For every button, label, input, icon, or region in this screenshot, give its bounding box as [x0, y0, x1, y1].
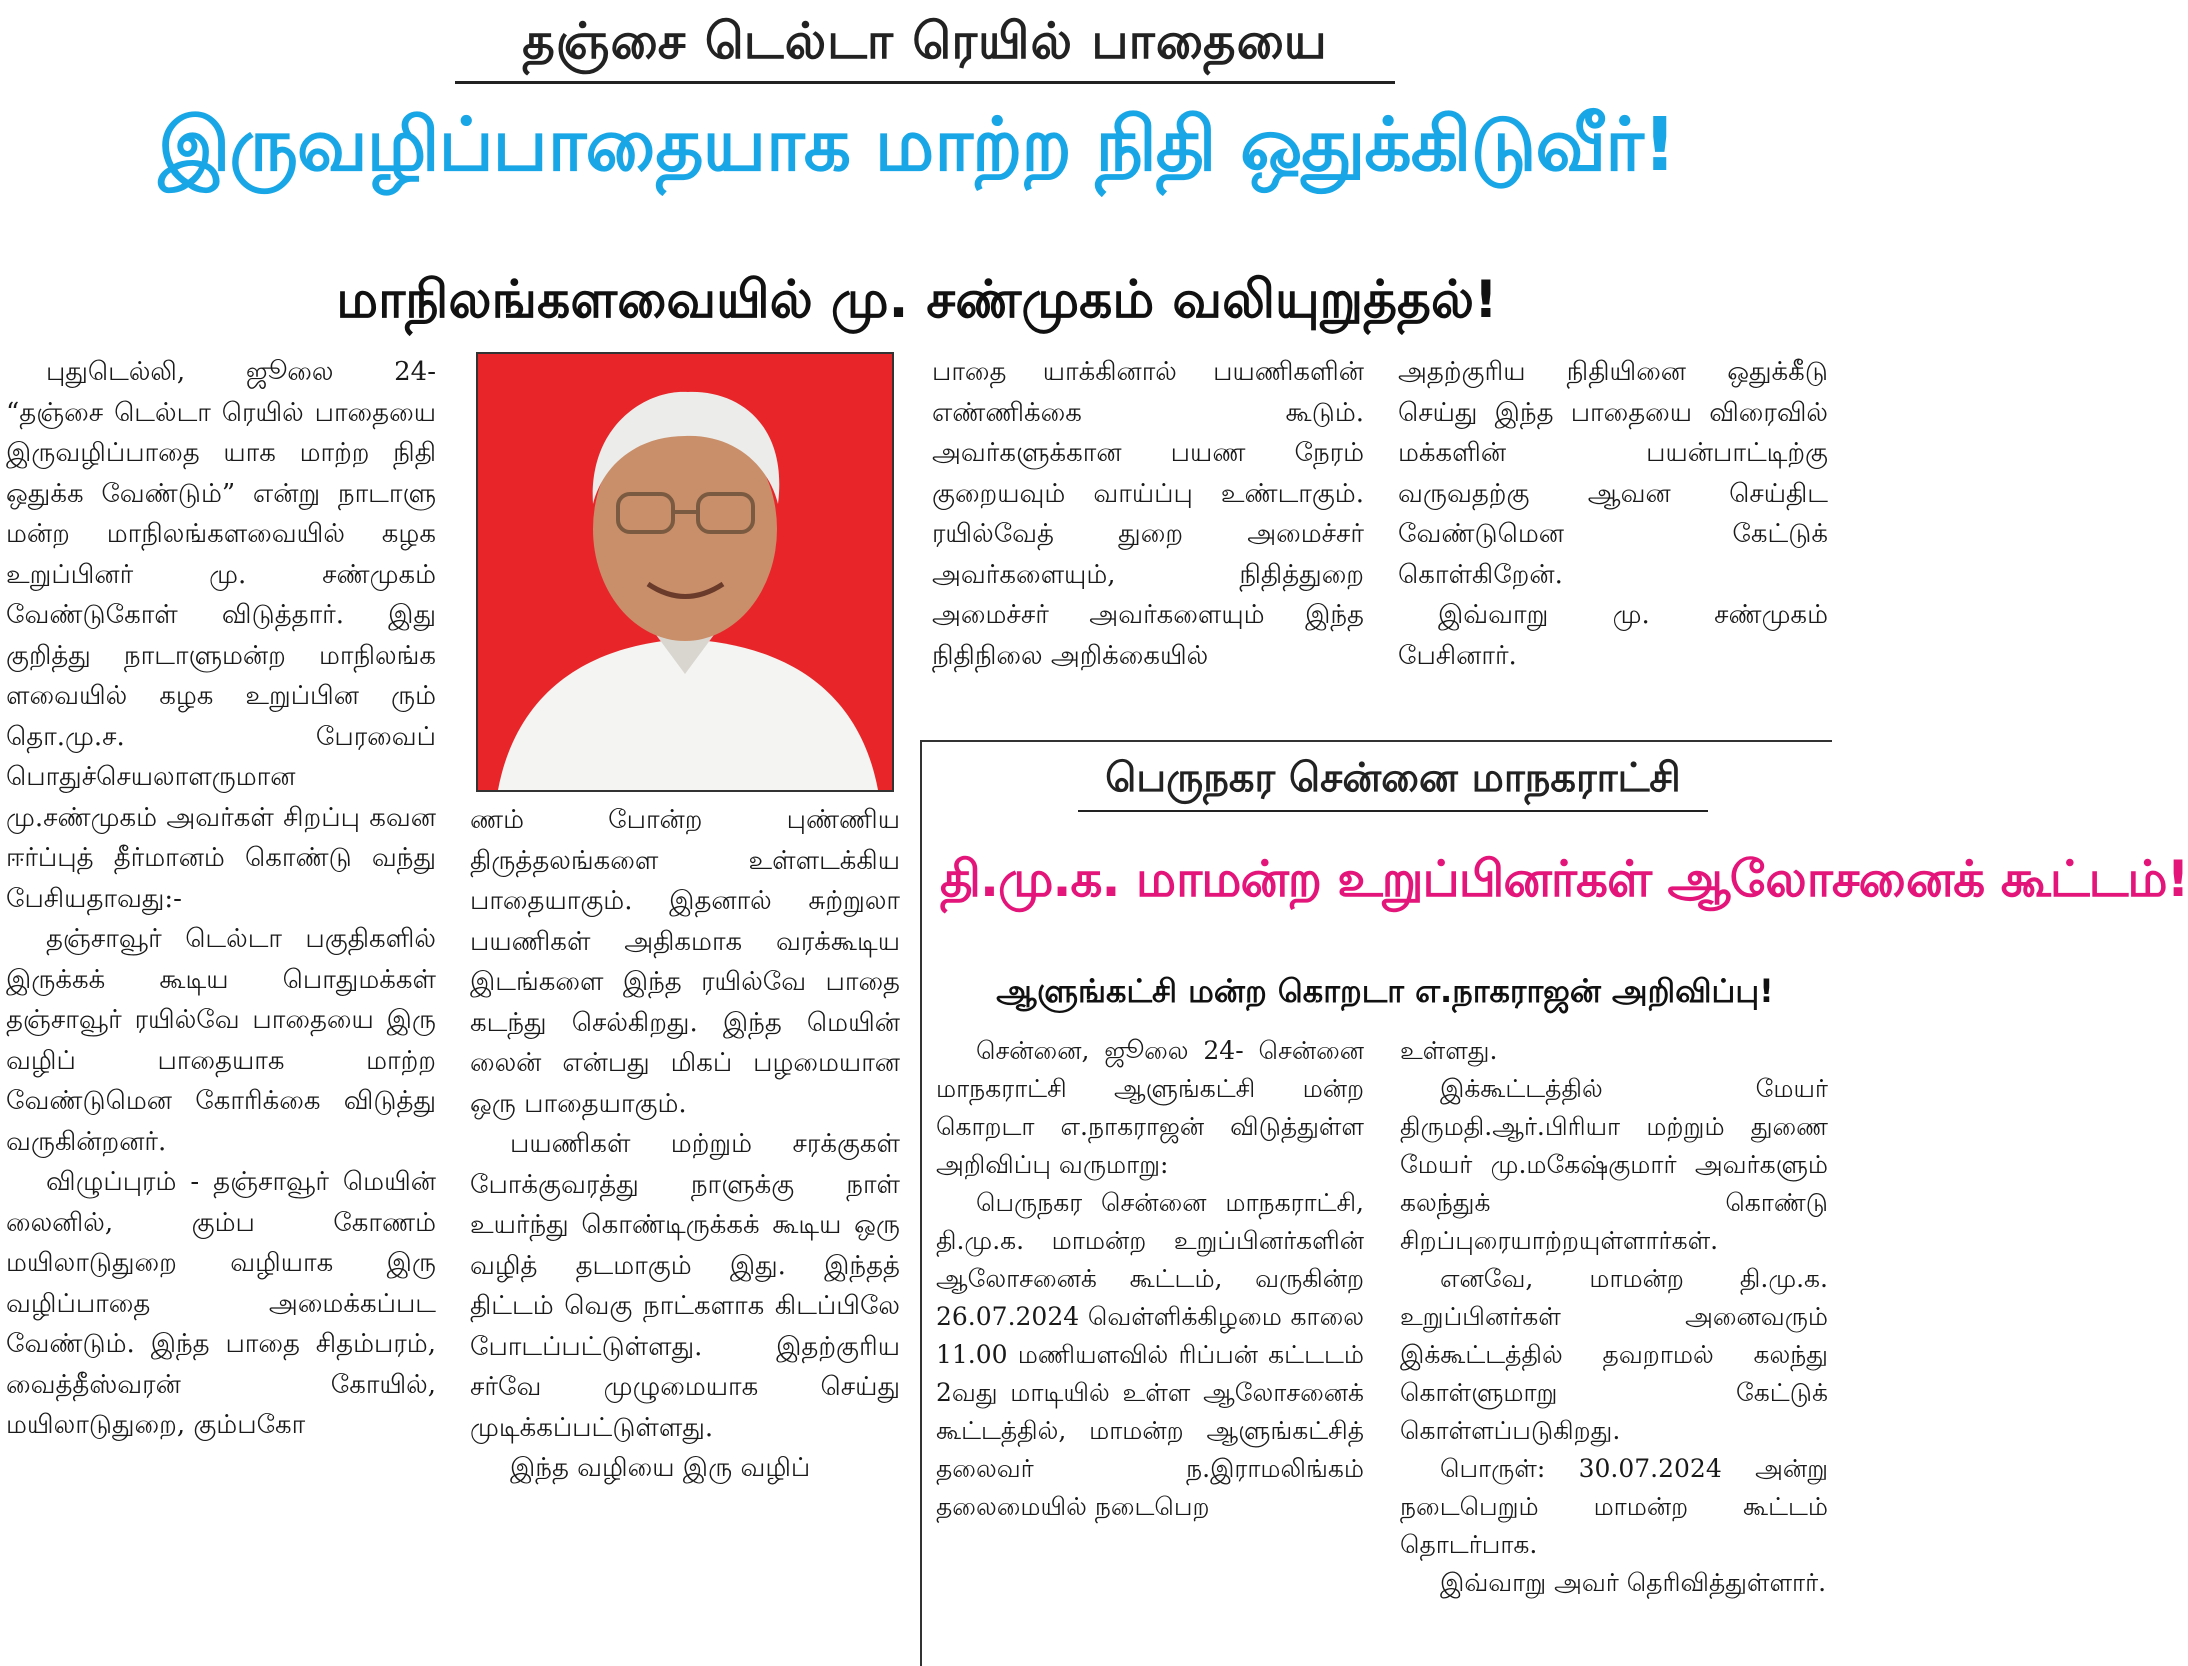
main-column-2 — [470, 800, 900, 1666]
box-headline: தி.மு.க. மாமன்ற உறுப்பினர்கள் ஆலோசனைக் கூட்டம்! — [940, 850, 2188, 908]
box-border-top — [920, 740, 1832, 742]
main-column-3 — [932, 352, 1364, 732]
paragraph: விழுப்புரம் - தஞ்சாவூர் மெயின் லைனில், கும்ப கோணம் மயிலாடுதுறை வழியாக இரு வழிப்பாதை அமைக்கப்பட வேண்டும். இந்த பாதை சிதம்பரம், வைத்தீஸ்வரன் கோயில், மயிலாடுதுறை, கும்பகோ — [6, 1167, 436, 1440]
main-column-4 — [1398, 352, 1828, 732]
paragraph: இந்த வழியை இரு வழிப் — [510, 1453, 811, 1483]
main-column-1 — [6, 352, 436, 1666]
paragraph: இவ்வாறு மு. சண்முகம் பேசினார். — [1398, 600, 1828, 671]
box-kicker: பெருநகர சென்னை மாநகராட்சி — [1078, 755, 1708, 812]
box-subhead: ஆளுங்கட்சி மன்ற கொறடா எ.நாகராஜன் அறிவிப்பு! — [996, 972, 1774, 1010]
paragraph: இவ்வாறு அவர் தெரிவித்துள்ளார். — [1440, 1568, 1827, 1597]
main-headline: இருவழிப்பாதையாக மாற்ற நிதி ஒதுக்கிடுவீர்! — [158, 102, 1676, 188]
box-column-1 — [936, 1032, 1364, 1666]
paragraph: பயணிகள் மற்றும் சரக்குகள் போக்குவரத்து நாளுக்கு நாள் உயர்ந்து கொண்டிருக்கக் கூடிய ஒரு வழித் தடமாகும் இது. இந்தத் திட்டம் வெகு நாட்களாக கிடப்பிலே போடப்பட்டுள்ளது. இதற்குரிய சர்வே முழுமையாக செய்து முடிக்கப்பட்டுள்ளது. — [470, 1129, 900, 1443]
box-column-2 — [1400, 1032, 1828, 1666]
paragraph: எனவே, மாமன்ற தி.மு.க. உறுப்பினர்கள் அனைவரும் இக்கூட்டத்தில் தவறாமல் கலந்து கொள்ளுமாறு கேட்டுக் கொள்ளப்படுகிறது. — [1400, 1264, 1828, 1445]
portrait-figure — [478, 354, 892, 790]
paragraph: அதற்குரிய நிதியினை ஒதுக்கீடு செய்து இந்த பாதையை விரைவில் மக்களின் பயன்பாட்டிற்கு வருவதற்கு ஆவன செய்திட வேண்டுமென கேட்டுக் கொள்கிறேன். — [1398, 357, 1828, 590]
paragraph: ணம் போன்ற புண்ணிய திருத்தலங்களை உள்ளடக்கிய பாதையாகும். இதனால் சுற்றுலா பயணிகள் அதிகமாக வரக்கூடிய இடங்களை இந்த ரயில்வே பாதை கடந்து செல்கிறது. இந்த மெயின் லைன் என்பது மிகப் பழமையான ஒரு பாதையாகும். — [470, 805, 900, 1119]
portrait-photo — [476, 352, 894, 792]
paragraph: தஞ்சாவூர் டெல்டா பகுதிகளில் இருக்கக் கூடிய பொதுமக்கள் தஞ்சாவூர் ரயில்வே பாதையை இரு வழிப் பாதையாக மாற்ற வேண்டுமென கோரிக்கை விடுத்து வருகின்றனர். — [6, 924, 436, 1157]
paragraph: பெருநகர சென்னை மாநகராட்சி, தி.மு.க. மாமன்ற உறுப்பினர்களின் ஆலோசனைக் கூட்டம், வருகின்ற 26.07.2024 வெள்ளிக்கிழமை காலை 11.00 மணியளவில் ரிப்பன் கட்டடம் 2வது மாடியில் உள்ள ஆலோசனைக் கூட்டத்தில், மாமன்ற ஆளுங்கட்சித் தலைவர் ந.இராமலிங்கம் தலைமையில் நடைபெற — [936, 1188, 1364, 1521]
paragraph: பொருள்: 30.07.2024 அன்று நடைபெறும் மாமன்ற கூட்டம் தொடர்பாக. — [1400, 1454, 1828, 1559]
main-kicker: தஞ்சை டெல்டா ரெயில் பாதையை — [455, 12, 1395, 84]
paragraph: சென்னை, ஜூலை 24- சென்னை மாநகராட்சி ஆளுங்கட்சி மன்ற கொறடா எ.நாகராஜன் விடுத்துள்ள அறிவிப்பு வருமாறு: — [936, 1036, 1364, 1179]
paragraph: இக்கூட்டத்தில் மேயர் திருமதி.ஆர்.பிரியா மற்றும் துணை மேயர் மு.மகேஷ்குமார் அவர்களும் கலந்துக் கொண்டு சிறப்புரையாற்றயுள்ளார்கள். — [1400, 1074, 1828, 1255]
paragraph: உள்ளது. — [1400, 1036, 1498, 1065]
main-subhead: மாநிலங்களவையில் மு. சண்முகம் வலியுறுத்தல்! — [336, 270, 1498, 330]
box-border-left — [920, 740, 922, 1666]
paragraph: புதுடெல்லி, ஜூலை 24- “தஞ்சை டெல்டா ரெயில் பாதையை இருவழிப்பாதை யாக மாற்ற நிதி ஒதுக்க வேண்டும்” என்று நாடாளு மன்ற மாநிலங்களவையில் கழக உறுப்பினர் மு. சண்முகம் வேண்டுகோள் விடுத்தார். இது குறித்து நாடாளுமன்ற மாநிலங்க ளவையில் கழக உறுப்பின ரும் தொ.மு.ச. பேரவைப் பொதுச்செயலாளருமான மு.சண்முகம் அவர்கள் சிறப்பு கவன ஈர்ப்புத் தீர்மானம் கொண்டு வந்து பேசியதாவது:- — [6, 357, 436, 914]
paragraph: பாதை யாக்கினால் பயணிகளின் எண்ணிக்கை கூடும். அவர்களுக்கான பயண நேரம் குறையவும் வாய்ப்பு உண்டாகும். ரயில்வேத் துறை அமைச்சர் அவர்களையும், நிதித்துறை அமைச்சர் அவர்களையும் இந்த நிதிநிலை அறிக்கையில் — [932, 357, 1364, 671]
